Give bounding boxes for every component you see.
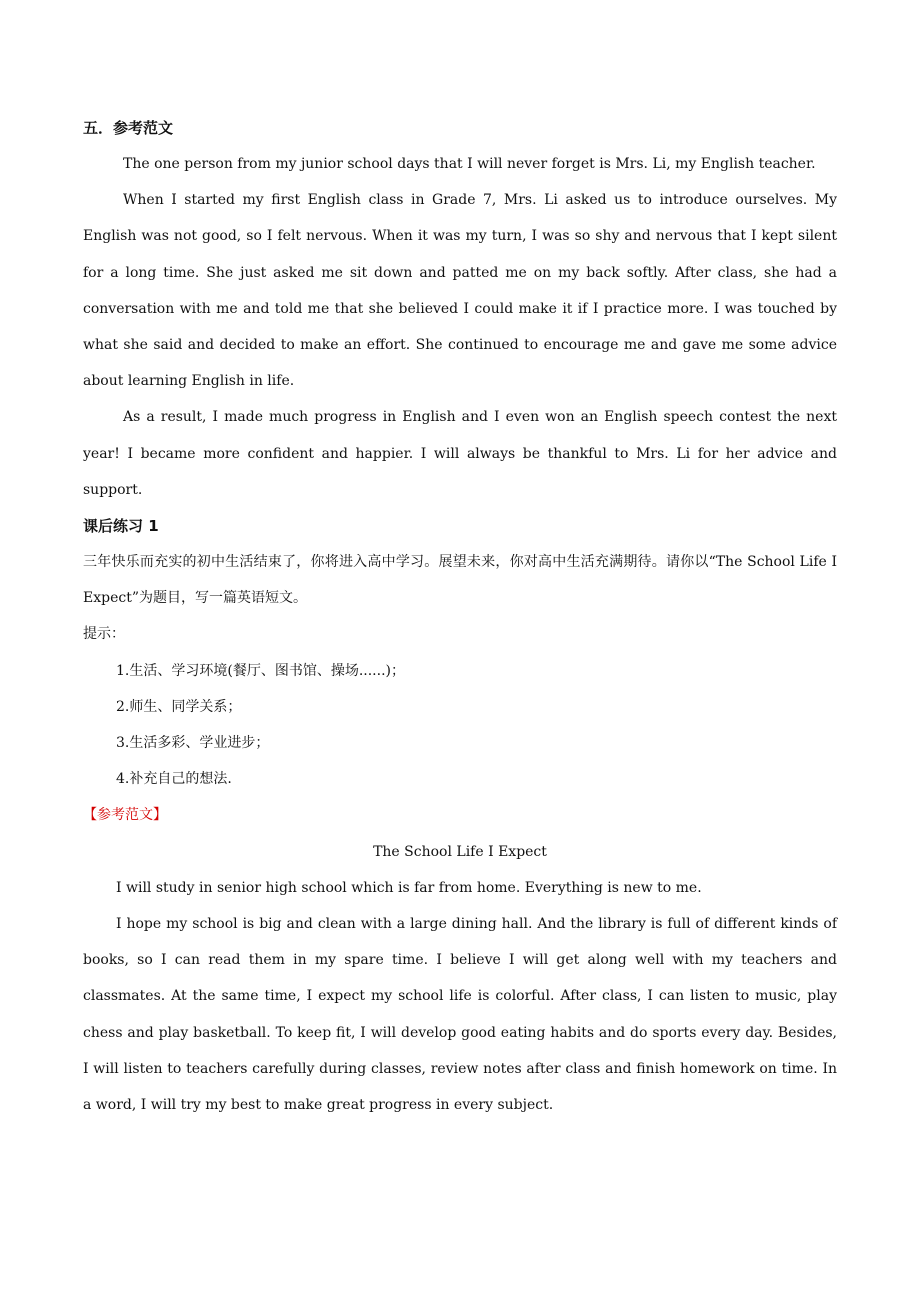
- hint-item-3: 3.生活多彩、学业进步；: [116, 735, 270, 752]
- reference-paragraph-1: I will study in senior high school which is far from home. Everything is new to me.: [116, 879, 702, 896]
- hint-item-4: 4.补充自己的想法.: [116, 771, 232, 788]
- essay-paragraph-3: As a result, I made much progress in English and I even won an English speech contest the next year! I became more confident and happier. I will always be thankful to Mrs. Li for her advice and support.: [83, 409, 837, 498]
- reference-open-bracket: 【: [83, 807, 97, 824]
- hint-item-1: 1.生活、学习环境(餐厅、图书馆、操场......)；: [116, 662, 405, 679]
- reference-essay-title: The School Life I Expect: [373, 843, 547, 860]
- essay-paragraph-1: The one person from my junior school days that I will never forget is Mrs. Li, my English teacher.: [123, 156, 816, 172]
- hint-label: 提示：: [83, 626, 125, 643]
- document-page: [83, 110, 837, 1123]
- reference-label-text: 参考范文: [97, 807, 153, 824]
- essay-paragraph-2: When I started my first English class in Grade 7, Mrs. Li asked us to introduce ourselves. My English was not good, so I felt nervous. When it was my turn, I was so shy and nervous that I kept silent for a long time. She just asked me sit down and patted me on my back softly. After class, she had a conversation with me and told me that she believed I could make it if I practice more. I was touched by what she said and decided to make an effort. She continued to encourage me and gave me some advice about learning English in life.: [83, 192, 837, 390]
- reference-paragraph-2: I hope my school is big and clean with a large dining hall. And the library is full of different kinds of books, so I can read them in my spare time. I believe I will get along well with my teachers and classmates. At the same time, I expect my school life is colorful. After class, I can listen to music, play chess and play basketball. To keep fit, I will develop good eating habits and do sports every day. Besides, I will listen to teachers carefully during classes, review notes after class and finish homework on time. In a word, I will try my best to make great progress in every subject.: [83, 916, 837, 1114]
- exercise-heading: 课后练习 1: [83, 517, 159, 536]
- reference-label: [83, 797, 837, 833]
- reference-close-bracket: 】: [153, 807, 167, 824]
- hint-item-2: 2.师生、同学关系；: [116, 698, 242, 715]
- section-heading-model-essay: 五．参考范文: [83, 119, 174, 137]
- exercise-prompt: 三年快乐而充实的初中生活结束了，你将进入高中学习。展望未来，你对高中生活充满期待。请你以“The School Life I Expect”为题目，写一篇英语短文。: [83, 554, 837, 607]
